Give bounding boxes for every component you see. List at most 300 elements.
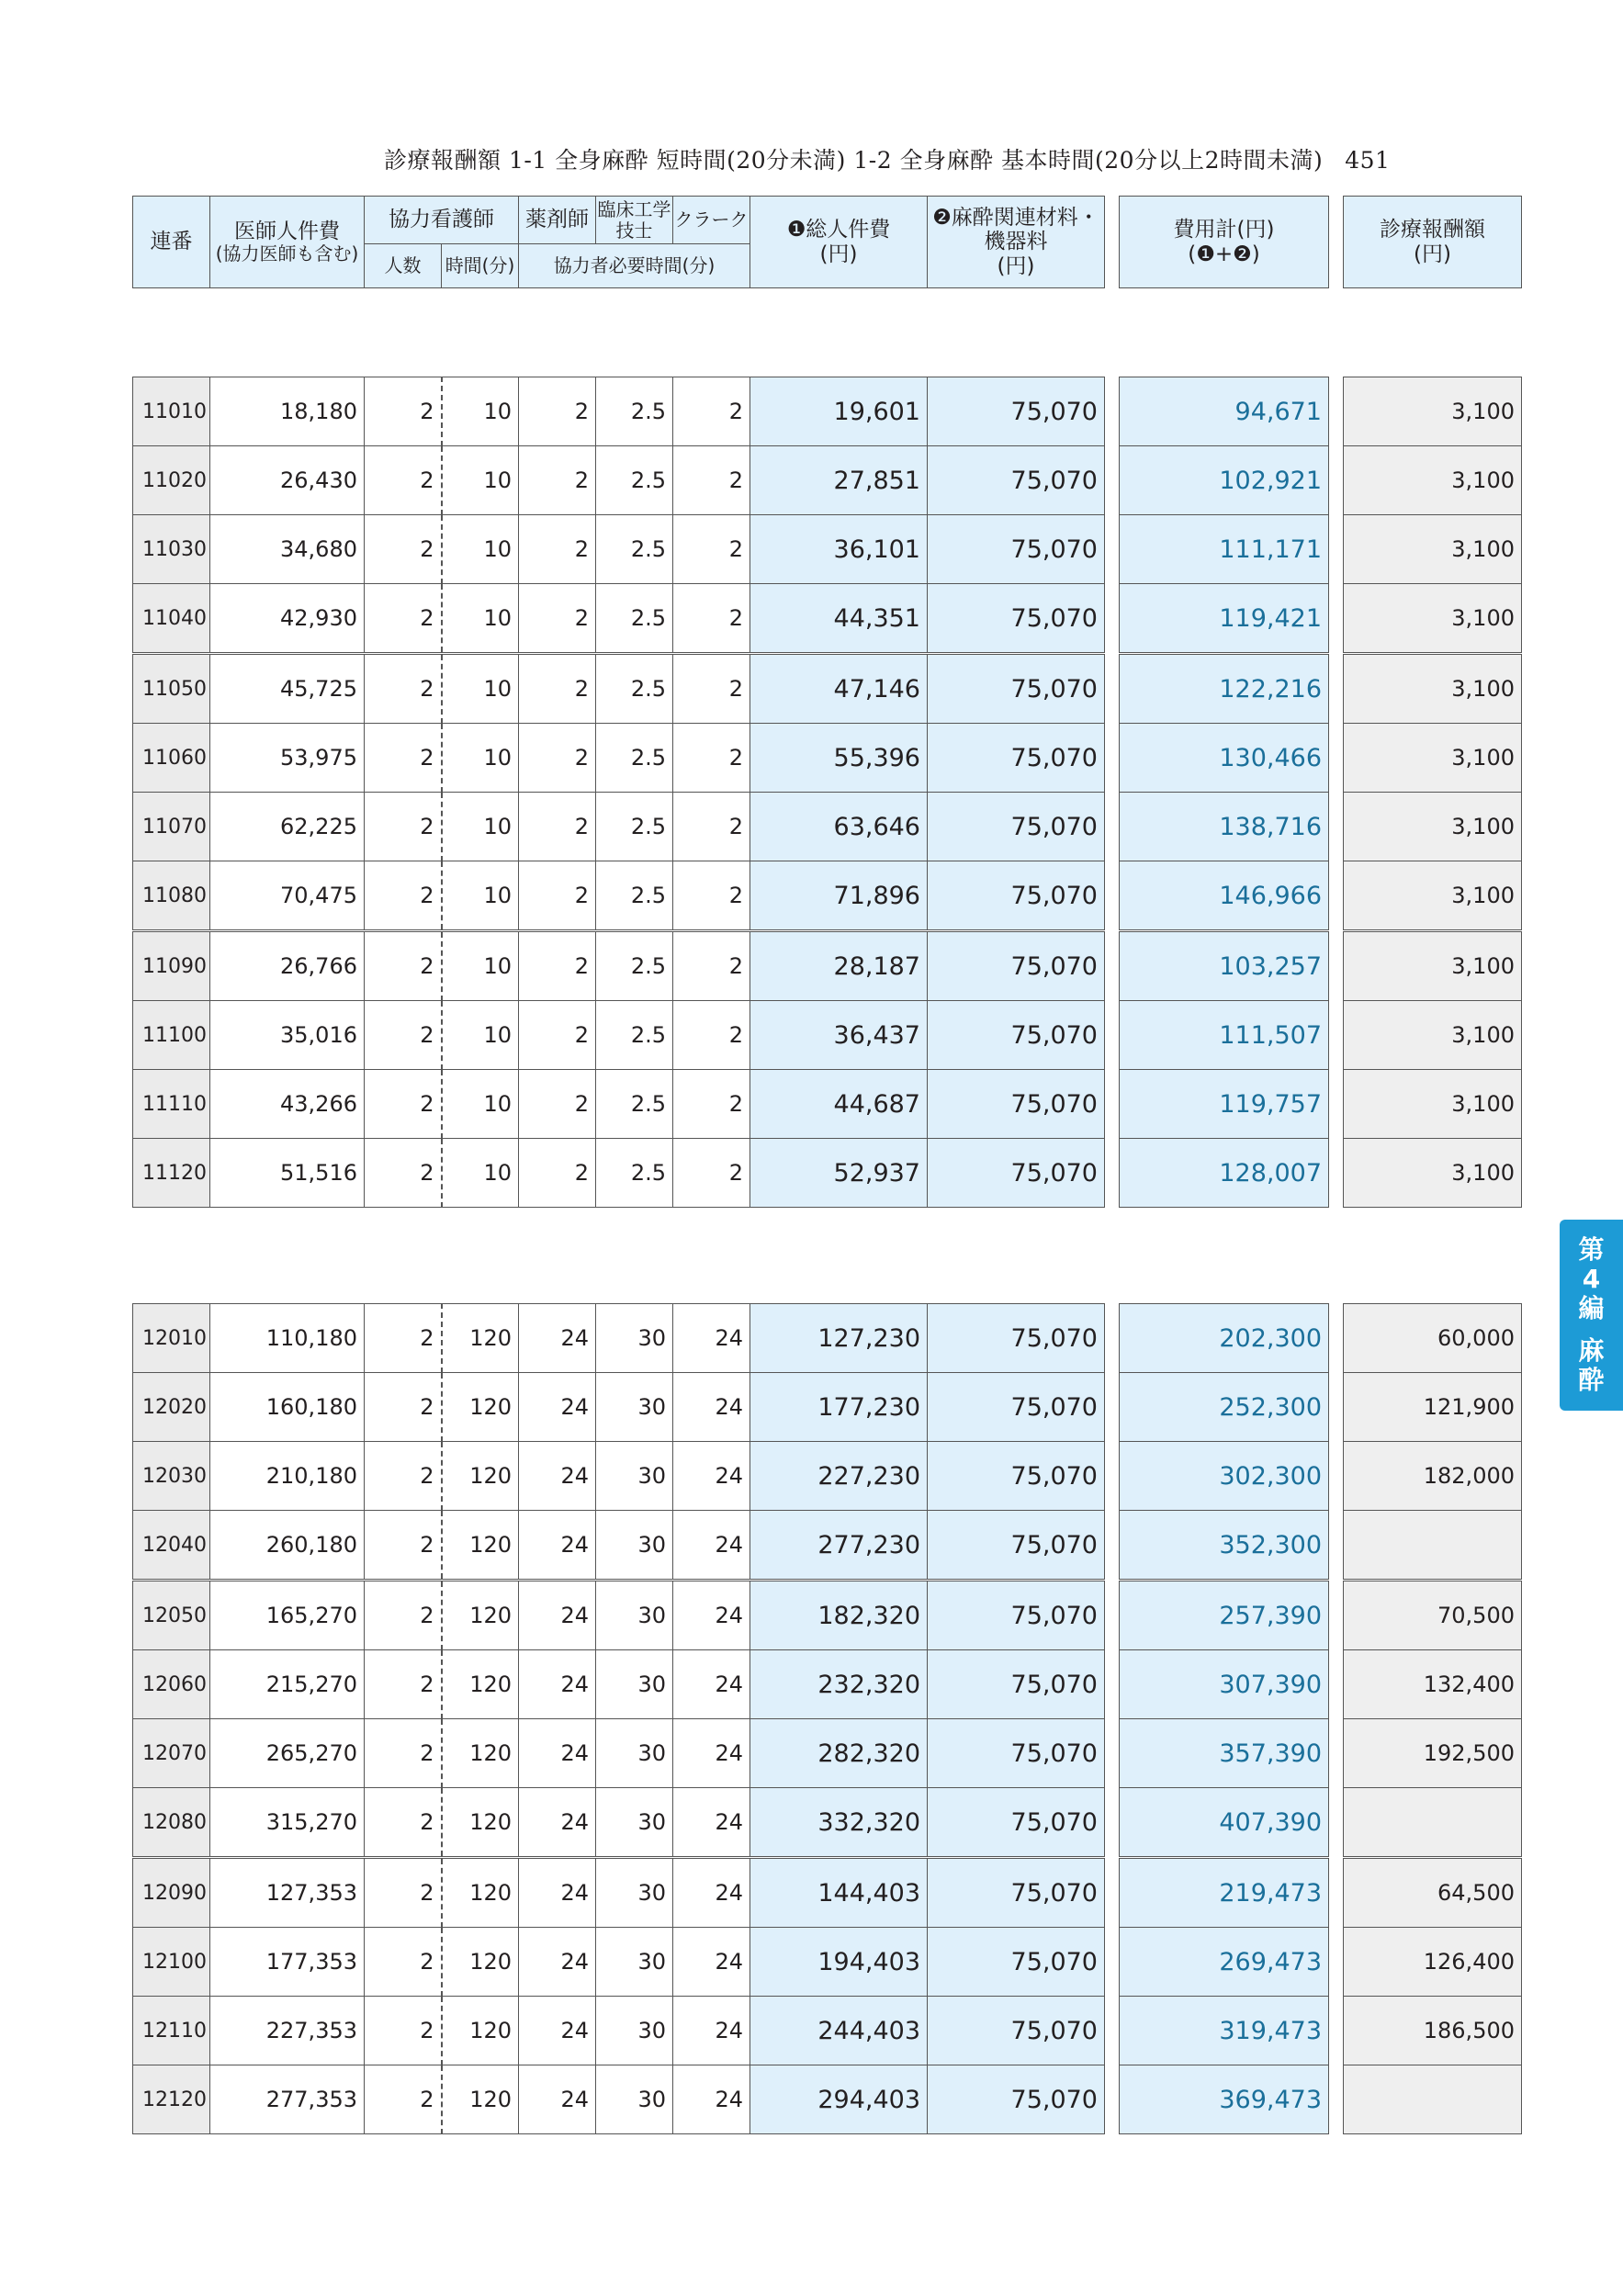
cell-nurse-count: 2	[365, 1442, 442, 1511]
cell-nurse-count: 2	[365, 724, 442, 793]
cell-total-personnel: 277,230	[750, 1511, 928, 1581]
column-gap	[1105, 654, 1120, 724]
cell-material: 75,070	[928, 1581, 1105, 1650]
header-reward-label: 診療報酬額	[1380, 218, 1485, 242]
cell-pharmacist: 24	[519, 1373, 596, 1442]
cell-material: 75,070	[928, 1070, 1105, 1139]
cell-doctor-cost: 26,430	[210, 446, 365, 515]
cell-serial: 11020	[133, 446, 210, 515]
cell-cost-total: 369,473	[1120, 2065, 1329, 2134]
cell-ce: 30	[596, 1858, 673, 1928]
table-row	[133, 1581, 1522, 1650]
cell-total-personnel: 294,403	[750, 2065, 928, 2134]
cell-nurse-count: 2	[365, 1997, 442, 2065]
header-doctor-cost-label: 医師人件費	[234, 219, 340, 243]
cell-material: 75,070	[928, 1650, 1105, 1719]
cell-cost-total: 202,300	[1120, 1304, 1329, 1373]
cell-pharmacist: 24	[519, 1997, 596, 2065]
cell-nurse-count: 2	[365, 377, 442, 446]
cell-reward: 186,500	[1344, 1997, 1522, 2065]
cell-ce: 2.5	[596, 584, 673, 654]
cell-reward	[1344, 2065, 1522, 2134]
cell-serial: 11010	[133, 377, 210, 446]
cell-doctor-cost: 43,266	[210, 1070, 365, 1139]
cell-material: 75,070	[928, 515, 1105, 584]
cell-ce: 30	[596, 1997, 673, 2065]
table-row	[133, 1139, 1522, 1208]
cell-pharmacist: 2	[519, 377, 596, 446]
header-reward	[1344, 197, 1522, 288]
column-gap	[1329, 1001, 1344, 1070]
cell-nurse-time: 10	[442, 793, 519, 861]
column-gap	[1105, 1928, 1120, 1997]
cell-reward: 64,500	[1344, 1858, 1522, 1928]
cell-doctor-cost: 315,270	[210, 1788, 365, 1858]
column-gap	[1105, 446, 1120, 515]
cell-nurse-count: 2	[365, 1511, 442, 1581]
column-gap	[1329, 931, 1344, 1001]
cell-ce: 2.5	[596, 654, 673, 724]
column-gap	[1329, 1442, 1344, 1511]
column-gap	[1105, 724, 1120, 793]
cell-cost-total: 103,257	[1120, 931, 1329, 1001]
cell-nurse-count: 2	[365, 2065, 442, 2134]
page-number: 451	[1345, 147, 1391, 174]
cell-nurse-time: 10	[442, 1139, 519, 1208]
cell-pharmacist: 2	[519, 1139, 596, 1208]
section-tab-line2: 4	[1582, 1263, 1601, 1294]
cell-nurse-time: 10	[442, 515, 519, 584]
cell-ce: 2.5	[596, 1139, 673, 1208]
cell-reward: 3,100	[1344, 1139, 1522, 1208]
column-gap	[1329, 1719, 1344, 1788]
cell-doctor-cost: 165,270	[210, 1581, 365, 1650]
cell-reward: 3,100	[1344, 584, 1522, 654]
cell-total-personnel: 144,403	[750, 1858, 928, 1928]
cell-cost-total: 111,507	[1120, 1001, 1329, 1070]
cell-serial: 12040	[133, 1511, 210, 1581]
header-doctor-cost-note: (協力医師も含む)	[215, 242, 359, 265]
header-reward-unit: (円)	[1414, 242, 1451, 266]
column-gap	[1105, 1858, 1120, 1928]
cell-material: 75,070	[928, 1001, 1105, 1070]
cell-nurse-time: 10	[442, 1070, 519, 1139]
column-gap	[1105, 1997, 1120, 2065]
cell-material: 75,070	[928, 2065, 1105, 2134]
cell-ce: 30	[596, 2065, 673, 2134]
cell-total-personnel: 44,351	[750, 584, 928, 654]
cell-clerk: 24	[673, 1719, 750, 1788]
column-gap	[1105, 1373, 1120, 1442]
column-gap	[1329, 1788, 1344, 1858]
cell-cost-total: 357,390	[1120, 1719, 1329, 1788]
table-row	[133, 1997, 1522, 2065]
column-gap	[1105, 584, 1120, 654]
cell-cost-total: 352,300	[1120, 1511, 1329, 1581]
header-cost-total-formula: (❶+❷)	[1188, 242, 1260, 266]
cell-doctor-cost: 35,016	[210, 1001, 365, 1070]
section-tab-line3: 編	[1578, 1292, 1605, 1323]
cell-reward: 3,100	[1344, 654, 1522, 724]
cell-nurse-time: 120	[442, 1581, 519, 1650]
cell-clerk: 2	[673, 1070, 750, 1139]
table-row	[133, 724, 1522, 793]
cell-ce: 30	[596, 1788, 673, 1858]
cell-pharmacist: 2	[519, 793, 596, 861]
table-row	[133, 1719, 1522, 1788]
cell-nurse-count: 2	[365, 1858, 442, 1928]
cell-pharmacist: 2	[519, 931, 596, 1001]
cell-nurse-count: 2	[365, 1928, 442, 1997]
cell-ce: 2.5	[596, 446, 673, 515]
cell-doctor-cost: 215,270	[210, 1650, 365, 1719]
cell-doctor-cost: 265,270	[210, 1719, 365, 1788]
cell-clerk: 24	[673, 1650, 750, 1719]
cell-material: 75,070	[928, 1719, 1105, 1788]
cell-material: 75,070	[928, 584, 1105, 654]
cell-clerk: 24	[673, 1304, 750, 1373]
cell-cost-total: 130,466	[1120, 724, 1329, 793]
cell-pharmacist: 24	[519, 1788, 596, 1858]
cell-nurse-time: 120	[442, 1719, 519, 1788]
cell-nurse-time: 10	[442, 724, 519, 793]
cell-total-personnel: 227,230	[750, 1442, 928, 1511]
cell-pharmacist: 24	[519, 1650, 596, 1719]
cell-pharmacist: 24	[519, 1511, 596, 1581]
cell-nurse-time: 10	[442, 861, 519, 931]
cell-cost-total: 119,421	[1120, 584, 1329, 654]
cell-pharmacist: 24	[519, 1442, 596, 1511]
cell-material: 75,070	[928, 793, 1105, 861]
header-total-personnel-unit: (円)	[819, 242, 858, 266]
cell-doctor-cost: 18,180	[210, 377, 365, 446]
cell-pharmacist: 2	[519, 515, 596, 584]
table-row	[133, 1001, 1522, 1070]
column-gap	[1329, 1858, 1344, 1928]
cell-pharmacist: 2	[519, 446, 596, 515]
cell-serial: 12090	[133, 1858, 210, 1928]
cell-clerk: 24	[673, 1581, 750, 1650]
cell-ce: 2.5	[596, 377, 673, 446]
column-gap	[1329, 1581, 1344, 1650]
cell-reward: 3,100	[1344, 1001, 1522, 1070]
cell-cost-total: 146,966	[1120, 861, 1329, 931]
cell-material: 75,070	[928, 724, 1105, 793]
cell-reward: 132,400	[1344, 1650, 1522, 1719]
column-gap	[1329, 1511, 1344, 1581]
cell-cost-total: 122,216	[1120, 654, 1329, 724]
column-gap	[1329, 2065, 1344, 2134]
cell-total-personnel: 36,101	[750, 515, 928, 584]
cell-reward: 3,100	[1344, 793, 1522, 861]
table-row	[133, 446, 1522, 515]
header-total-personnel-label: ❶総人件費	[786, 218, 891, 242]
column-gap	[1105, 1511, 1120, 1581]
header-doctor-cost	[210, 197, 365, 288]
cell-serial: 12070	[133, 1719, 210, 1788]
header-material-unit: (円)	[997, 253, 1035, 278]
cell-reward: 60,000	[1344, 1304, 1522, 1373]
table-row	[133, 793, 1522, 861]
cell-serial: 12120	[133, 2065, 210, 2134]
table-row	[133, 1442, 1522, 1511]
cell-nurse-time: 10	[442, 377, 519, 446]
cell-nurse-time: 120	[442, 1788, 519, 1858]
section-tab	[1560, 1220, 1623, 1411]
table-row	[133, 1304, 1522, 1373]
cell-pharmacist: 24	[519, 1928, 596, 1997]
cell-serial: 11060	[133, 724, 210, 793]
column-gap	[1329, 1997, 1344, 2065]
table-row	[133, 931, 1522, 1001]
cell-clerk: 2	[673, 793, 750, 861]
cell-total-personnel: 177,230	[750, 1373, 928, 1442]
cell-nurse-time: 120	[442, 2065, 519, 2134]
cell-doctor-cost: 210,180	[210, 1442, 365, 1511]
table-row	[133, 654, 1522, 724]
cell-total-personnel: 182,320	[750, 1581, 928, 1650]
cell-clerk: 24	[673, 1511, 750, 1581]
cell-cost-total: 319,473	[1120, 1997, 1329, 2065]
table-row	[133, 1511, 1522, 1581]
header-nurse-count: 人数	[365, 244, 442, 288]
cell-doctor-cost: 70,475	[210, 861, 365, 931]
cell-nurse-time: 120	[442, 1858, 519, 1928]
cell-clerk: 2	[673, 584, 750, 654]
cell-doctor-cost: 160,180	[210, 1373, 365, 1442]
cell-cost-total: 94,671	[1120, 377, 1329, 446]
cell-reward: 3,100	[1344, 446, 1522, 515]
cell-total-personnel: 28,187	[750, 931, 928, 1001]
column-gap	[1105, 1139, 1120, 1208]
header-gap	[1105, 197, 1120, 288]
cell-serial: 12030	[133, 1442, 210, 1511]
table-row	[133, 515, 1522, 584]
cell-cost-total: 252,300	[1120, 1373, 1329, 1442]
cell-nurse-count: 2	[365, 1373, 442, 1442]
cell-material: 75,070	[928, 1442, 1105, 1511]
cell-reward	[1344, 1511, 1522, 1581]
cell-pharmacist: 24	[519, 1858, 596, 1928]
column-gap	[1105, 377, 1120, 446]
header-nurse-time: 時間(分)	[442, 244, 519, 288]
column-gap	[1105, 1788, 1120, 1858]
cell-clerk: 2	[673, 654, 750, 724]
cell-nurse-time: 120	[442, 1511, 519, 1581]
cell-nurse-time: 120	[442, 1997, 519, 2065]
column-gap	[1105, 1001, 1120, 1070]
cell-material: 75,070	[928, 1373, 1105, 1442]
cell-cost-total: 219,473	[1120, 1858, 1329, 1928]
cell-clerk: 2	[673, 724, 750, 793]
table-row	[133, 377, 1522, 446]
column-gap	[1105, 2065, 1120, 2134]
cell-reward: 70,500	[1344, 1581, 1522, 1650]
cell-material: 75,070	[928, 1788, 1105, 1858]
cell-nurse-time: 10	[442, 1001, 519, 1070]
cell-ce: 2.5	[596, 515, 673, 584]
cell-ce: 30	[596, 1581, 673, 1650]
cell-total-personnel: 282,320	[750, 1719, 928, 1788]
cell-material: 75,070	[928, 1858, 1105, 1928]
cell-serial: 12080	[133, 1788, 210, 1858]
cell-nurse-time: 120	[442, 1928, 519, 1997]
cell-ce: 30	[596, 1442, 673, 1511]
cell-clerk: 24	[673, 2065, 750, 2134]
cell-clerk: 24	[673, 1858, 750, 1928]
column-gap	[1105, 1719, 1120, 1788]
column-gap	[1105, 1581, 1120, 1650]
cell-clerk: 2	[673, 1139, 750, 1208]
header-cost-total	[1120, 197, 1329, 288]
cell-ce: 2.5	[596, 793, 673, 861]
running-head-text: 診療報酬額 1-1 全身麻酔 短時間(20分未満) 1-2 全身麻酔 基本時間(20分以上2時間未満)	[384, 147, 1324, 174]
column-gap	[1329, 1139, 1344, 1208]
cell-pharmacist: 24	[519, 2065, 596, 2134]
cell-nurse-count: 2	[365, 1719, 442, 1788]
cell-reward: 3,100	[1344, 1070, 1522, 1139]
cell-total-personnel: 36,437	[750, 1001, 928, 1070]
table-short-duration	[132, 377, 1522, 1208]
cell-ce: 2.5	[596, 1070, 673, 1139]
table-row	[133, 1373, 1522, 1442]
cell-nurse-count: 2	[365, 1139, 442, 1208]
cell-pharmacist: 2	[519, 654, 596, 724]
cell-nurse-count: 2	[365, 1581, 442, 1650]
cell-reward: 192,500	[1344, 1719, 1522, 1788]
cell-clerk: 2	[673, 515, 750, 584]
column-gap	[1329, 1650, 1344, 1719]
cell-total-personnel: 27,851	[750, 446, 928, 515]
header-cost-total-label: 費用計(円)	[1173, 218, 1275, 242]
cell-nurse-count: 2	[365, 446, 442, 515]
cell-material: 75,070	[928, 446, 1105, 515]
cell-clerk: 2	[673, 1001, 750, 1070]
cell-nurse-count: 2	[365, 654, 442, 724]
cell-serial: 11090	[133, 931, 210, 1001]
cell-material: 75,070	[928, 1928, 1105, 1997]
cell-pharmacist: 2	[519, 1070, 596, 1139]
column-gap	[1329, 1373, 1344, 1442]
cell-serial: 11050	[133, 654, 210, 724]
cell-clerk: 2	[673, 446, 750, 515]
cell-nurse-count: 2	[365, 1788, 442, 1858]
column-gap	[1329, 654, 1344, 724]
column-gap	[1329, 793, 1344, 861]
table-row	[133, 584, 1522, 654]
cell-clerk: 24	[673, 1442, 750, 1511]
cell-total-personnel: 244,403	[750, 1997, 928, 2065]
cell-reward: 121,900	[1344, 1373, 1522, 1442]
cell-ce: 2.5	[596, 1001, 673, 1070]
cell-nurse-time: 10	[442, 654, 519, 724]
cell-cost-total: 302,300	[1120, 1442, 1329, 1511]
cell-serial: 12050	[133, 1581, 210, 1650]
cell-cost-total: 102,921	[1120, 446, 1329, 515]
cell-doctor-cost: 53,975	[210, 724, 365, 793]
column-gap	[1329, 1304, 1344, 1373]
cell-nurse-count: 2	[365, 1070, 442, 1139]
column-gap	[1329, 1928, 1344, 1997]
cell-serial: 12010	[133, 1304, 210, 1373]
table-row	[133, 1928, 1522, 1997]
cell-cost-total: 138,716	[1120, 793, 1329, 861]
table-row	[133, 861, 1522, 931]
cell-doctor-cost: 34,680	[210, 515, 365, 584]
cell-pharmacist: 2	[519, 861, 596, 931]
cell-cost-total: 269,473	[1120, 1928, 1329, 1997]
running-head	[384, 142, 1486, 175]
column-gap	[1329, 724, 1344, 793]
cell-serial: 11070	[133, 793, 210, 861]
cell-pharmacist: 24	[519, 1719, 596, 1788]
cell-total-personnel: 194,403	[750, 1928, 928, 1997]
cell-ce: 2.5	[596, 861, 673, 931]
cell-nurse-time: 10	[442, 446, 519, 515]
cell-cost-total: 257,390	[1120, 1581, 1329, 1650]
cell-serial: 11040	[133, 584, 210, 654]
cell-serial: 12110	[133, 1997, 210, 2065]
cell-reward: 126,400	[1344, 1928, 1522, 1997]
cell-nurse-time: 10	[442, 584, 519, 654]
cell-total-personnel: 63,646	[750, 793, 928, 861]
table-row	[133, 1650, 1522, 1719]
cell-reward: 3,100	[1344, 724, 1522, 793]
cell-serial: 12020	[133, 1373, 210, 1442]
column-gap	[1105, 1070, 1120, 1139]
table-row	[133, 1070, 1522, 1139]
cell-cost-total: 119,757	[1120, 1070, 1329, 1139]
column-gap	[1329, 1070, 1344, 1139]
cell-reward: 3,100	[1344, 515, 1522, 584]
cell-nurse-time: 120	[442, 1304, 519, 1373]
cell-doctor-cost: 62,225	[210, 793, 365, 861]
cell-doctor-cost: 227,353	[210, 1997, 365, 2065]
column-gap	[1105, 1650, 1120, 1719]
cell-ce: 2.5	[596, 931, 673, 1001]
table-row	[133, 1788, 1522, 1858]
cell-total-personnel: 52,937	[750, 1139, 928, 1208]
header-pharmacist: 薬剤師	[519, 197, 596, 244]
cell-doctor-cost: 42,930	[210, 584, 365, 654]
cell-pharmacist: 24	[519, 1581, 596, 1650]
column-gap	[1105, 931, 1120, 1001]
cell-nurse-count: 2	[365, 861, 442, 931]
column-gap	[1329, 584, 1344, 654]
section-tab-line4: 麻	[1578, 1335, 1605, 1367]
cell-nurse-time: 120	[442, 1373, 519, 1442]
cell-nurse-count: 2	[365, 1650, 442, 1719]
cell-total-personnel: 332,320	[750, 1788, 928, 1858]
cell-reward: 3,100	[1344, 861, 1522, 931]
cell-nurse-time: 120	[442, 1442, 519, 1511]
header-nurse: 協力看護師	[365, 197, 519, 244]
cell-reward: 182,000	[1344, 1442, 1522, 1511]
section-tab-line1: 第	[1578, 1233, 1605, 1265]
cell-serial: 11080	[133, 861, 210, 931]
header-clerk: クラーク	[673, 197, 750, 244]
cell-nurse-count: 2	[365, 793, 442, 861]
cell-serial: 11110	[133, 1070, 210, 1139]
column-gap	[1105, 1442, 1120, 1511]
cell-serial: 11030	[133, 515, 210, 584]
cell-serial: 11100	[133, 1001, 210, 1070]
header-total-personnel	[750, 197, 928, 288]
section-tab-line5: 酔	[1578, 1365, 1605, 1396]
cell-doctor-cost: 127,353	[210, 1858, 365, 1928]
cell-clerk: 24	[673, 1997, 750, 2065]
cell-reward: 3,100	[1344, 931, 1522, 1001]
